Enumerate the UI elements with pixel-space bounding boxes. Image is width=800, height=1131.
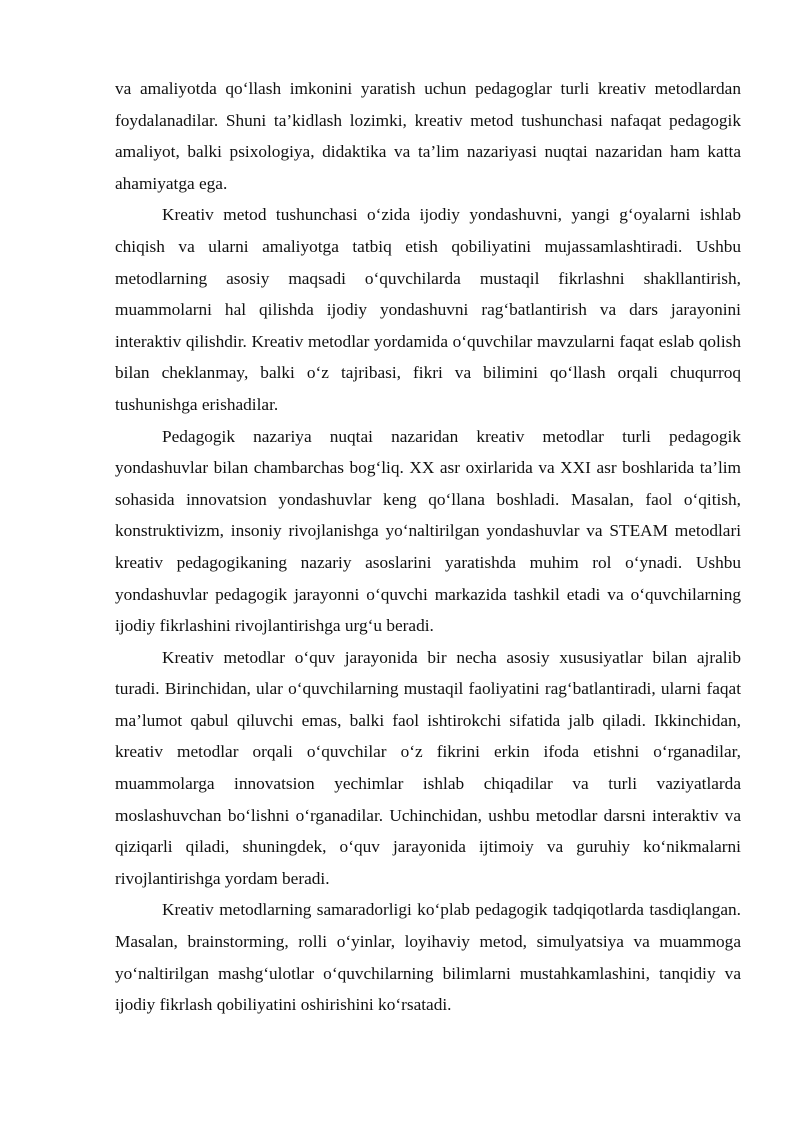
- paragraph-key-features: Kreativ metodlar o‘quv jarayonida bir necha asosiy xususiyatlar bilan ajralib turadi. Birinchidan, ular o‘quvchilarning mustaqil faoliyatini rag‘batlantiradi, ularni faqat ma’lumot qabul qiluvchi emas, balki faol ishtirokchi sifatida jalb qiladi. Ikkinchidan, kreativ metodlar orqali o‘quvchilar o‘z fikrini erkin ifoda etishni o‘rganadilar, muammolarga innovatsion yechimlar ishlab chiqadilar va turli vaziyatlarda moslashuvchan bo‘lishni o‘rganadilar. Uchinchidan, ushbu metodlar darsni interaktiv va qiziqarli qiladi, shuningdek, o‘quv jarayonida ijtimoiy va guruhiy ko‘nikmalarni rivojlantirishga yordam beradi.: [115, 647, 741, 888]
- paragraph-creative-method-concept: Kreativ metod tushunchasi o‘zida ijodiy yondashuvni, yangi g‘oyalarni ishlab chiqish va ularni amaliyotga tatbiq etish qobiliyatini mujassamlashtiradi. Ushbu metodlarning asosiy maqsadi o‘quvchilarda mustaqil fikrlashni shakllantirish, muammolarni hal qilishda ijodiy yondashuvni rag‘batlantirish va dars jarayonini interaktiv qilishdir. Kreativ metodlar yordamida o‘quvchilar mavzularni faqat eslab qolish bilan cheklanmay, balki o‘z tajribasi, fikri va bilimini qo‘llash orqali chuqurroq tushunishga erishadilar.: [115, 205, 741, 414]
- paragraph-continuation: va amaliyotda qo‘llash imkonini yaratish uchun pedagoglar turli kreativ metodlardan foydalanadilar. Shuni ta’kidlash lozimki, kreativ metod tushunchasi nafaqat pedagogik amaliyot, balki psixologiya, didaktika va ta’lim nazariyasi nuqtai nazaridan ham katta ahamiyatga ega.: [115, 79, 741, 193]
- document-body: [115, 73, 741, 1021]
- paragraph-pedagogical-theory: Pedagogik nazariya nuqtai nazaridan kreativ metodlar turli pedagogik yondashuvlar bilan chambarchas bog‘liq. XX asr oxirlarida va XXI asr boshlarida ta’lim sohasida innovatsion yondashuvlar keng qo‘llana boshladi. Masalan, faol o‘qitish, konstruktivizm, insoniy rivojlanishga yo‘naltirilgan yondashuvlar va STEAM metodlari kreativ pedagogikaning nazariy asoslarini yaratishda muhim rol o‘ynadi. Ushbu yondashuvlar pedagogik jarayonni o‘quvchi markazida tashkil etadi va o‘quvchilarning ijodiy fikrlashini rivojlantirishga urg‘u beradi.: [115, 426, 741, 636]
- paragraph-effectiveness: Kreativ metodlarning samaradorligi ko‘plab pedagogik tadqiqotlarda tasdiqlangan. Masalan, brainstorming, rolli o‘yinlar, loyihaviy metod, simulyatsiya va muammoga yo‘naltirilgan mashg‘ulotlar o‘quvchilarning bilimlarni mustahkamlashini, tanqidiy va ijodiy fikrlash qobiliyatini oshirishini ko‘rsatadi.: [115, 900, 741, 1015]
